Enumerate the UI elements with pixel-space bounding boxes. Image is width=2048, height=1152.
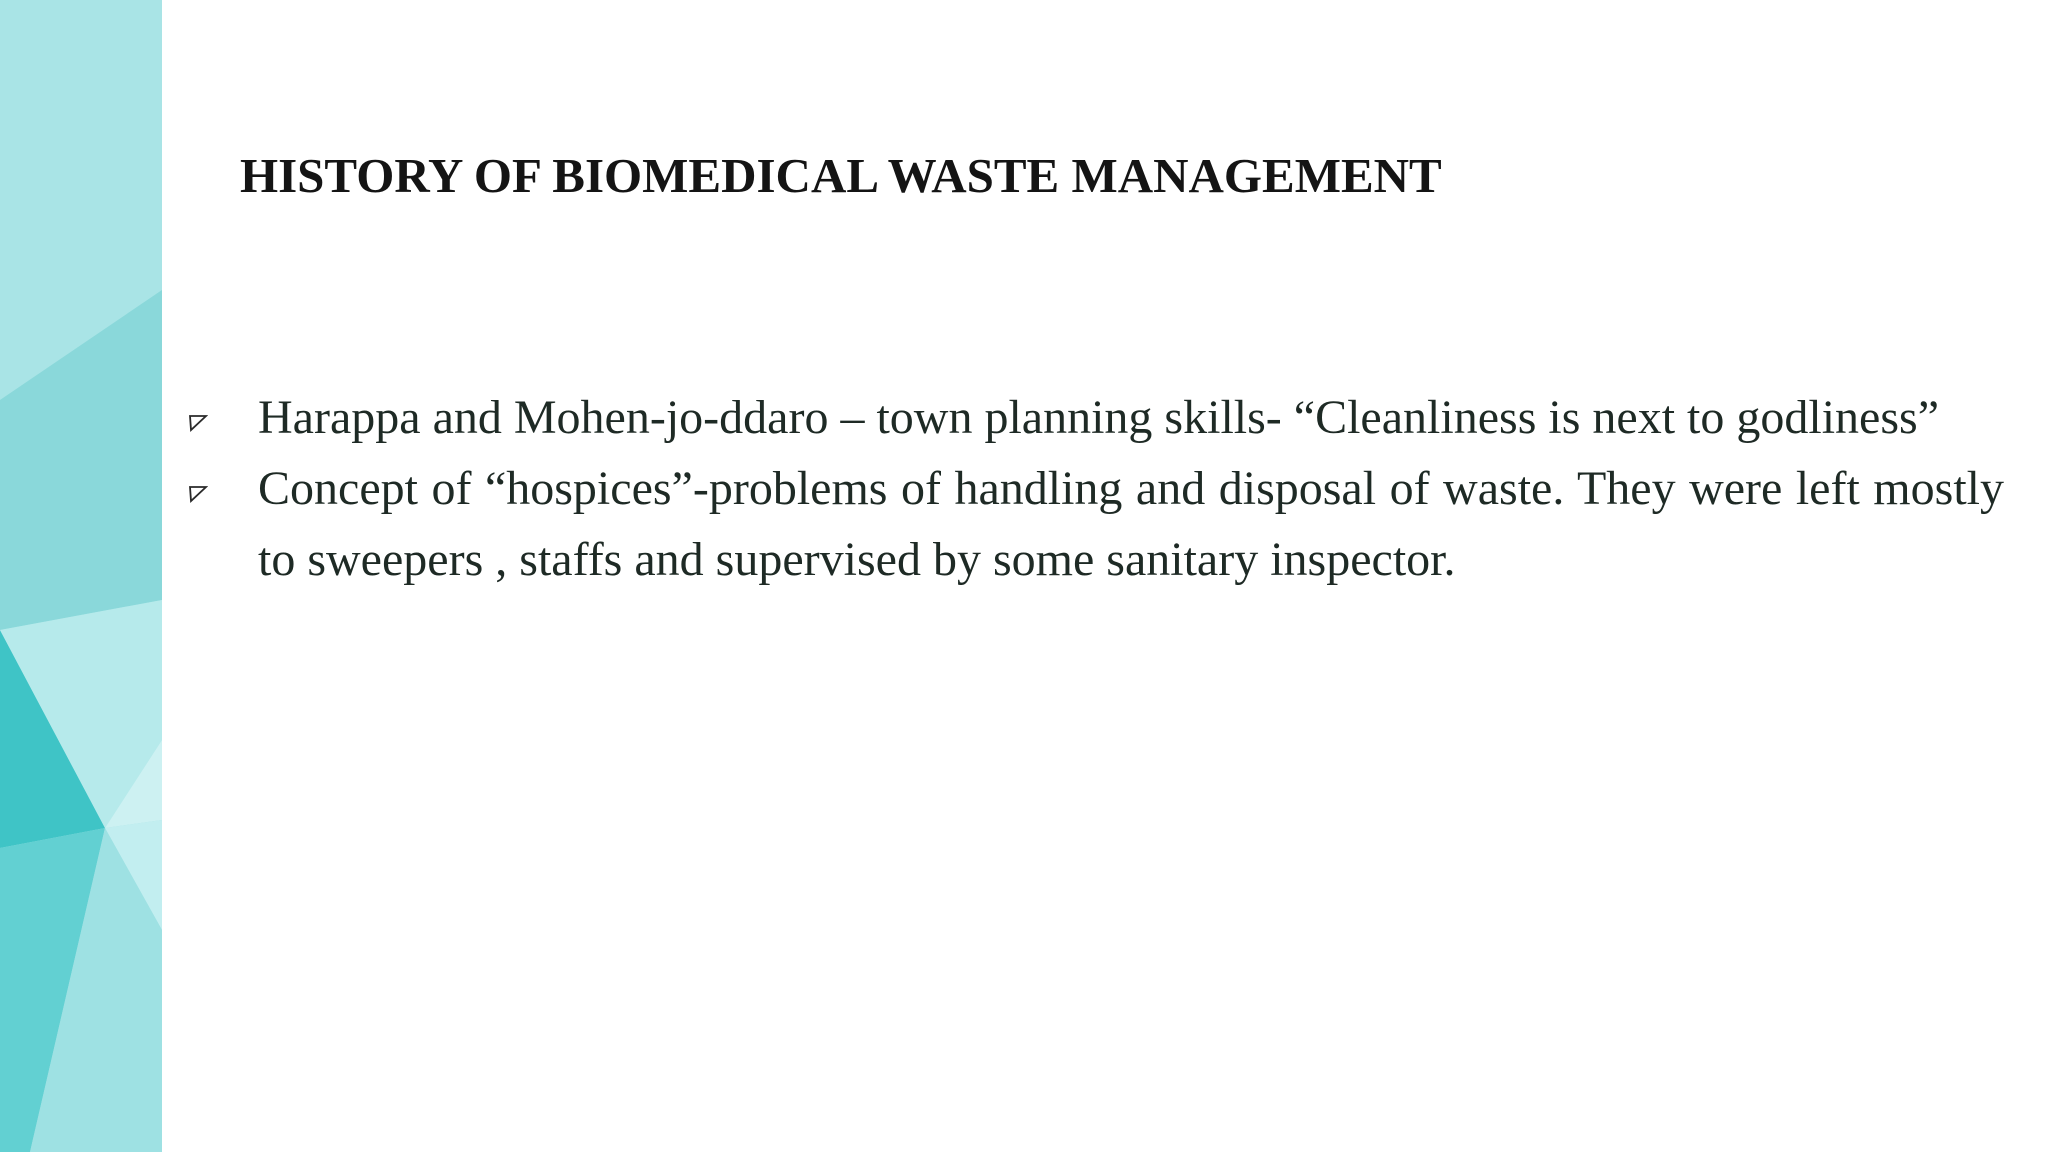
triangle-bullet-icon [188,412,208,432]
bullet-text: Harappa and Mohen-jo-ddaro – town planning skills- “Cleanliness is next to godliness” [258,391,1940,444]
bullet-item [186,453,2004,595]
decorative-side-panel [0,0,162,1152]
triangle-bullet-icon [188,483,208,503]
bullet-list [186,382,2004,595]
bullet-text: Concept of “hospices”-problems of handling and disposal of waste. They were left mostly to sweepers , staffs and supervised by some sanitary inspector. [258,462,2004,586]
bullet-item [186,382,2004,453]
slide-title: HISTORY OF BIOMEDICAL WASTE MANAGEMENT [240,148,1442,203]
